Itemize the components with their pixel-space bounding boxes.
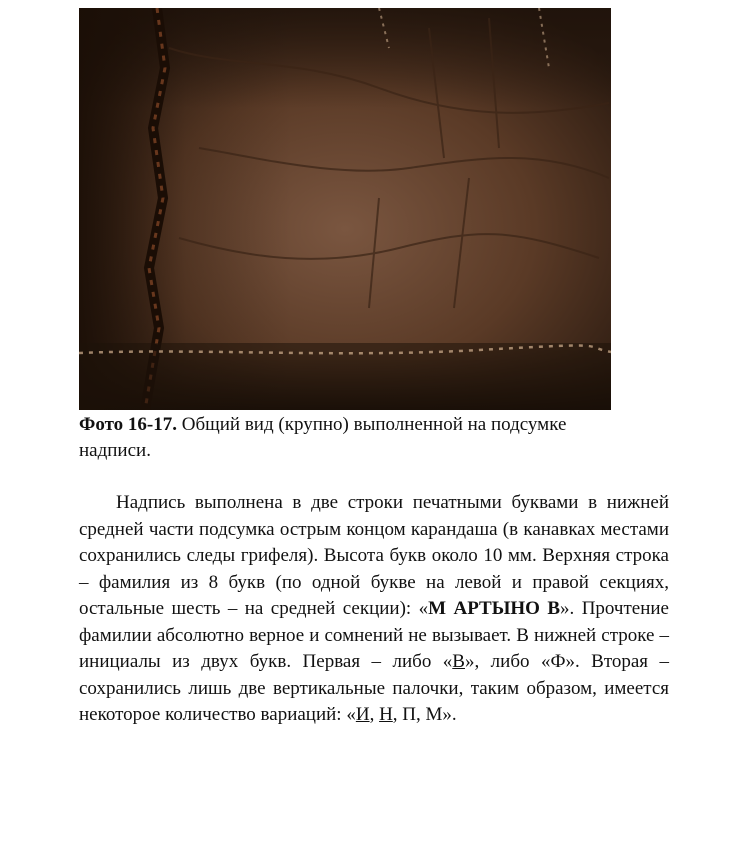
paragraph-part-1: Надпись выполнена в две строки печатными буквами в нижней средней части подсумка острым концом карандаша (в канавках местами сохранились следы грифеля). Высота букв около 10 мм. Верхняя строка – фамилия из 8 букв (по одной букве на левой и правой секциях, остальные шесть – на средней секции): «	[79, 492, 669, 619]
leather-pouch-photo	[79, 8, 611, 410]
paragraph-part-2: ». Прочтение фамилии абсолютно верное и сомнений не вызывает. В нижней строке – инициалы из двух букв. Первая – либо «	[79, 598, 669, 672]
initial-letter-i: И	[355, 704, 370, 725]
caption-label: Фото 16-17.	[79, 414, 177, 435]
paragraph-part-3: », либо «Ф». Вторая – сохранились лишь две вертикальные палочки, таким образом, имеется некоторое количество вариаций: «	[79, 651, 670, 725]
leather-photo-drawing	[79, 8, 611, 410]
caption-text: Общий вид (крупно) выполненной на подсумке надписи.	[79, 414, 567, 461]
photo-caption	[79, 412, 599, 464]
surname-inscription: М АРТЫНО В	[428, 598, 561, 619]
body-paragraph	[79, 490, 669, 729]
initial-letter-v: В	[452, 651, 465, 672]
paragraph-part-4: ,	[369, 704, 380, 725]
initial-letter-n: Н	[379, 704, 393, 725]
bottom-edge	[79, 343, 611, 410]
paragraph-part-5: , П, М».	[392, 704, 457, 725]
